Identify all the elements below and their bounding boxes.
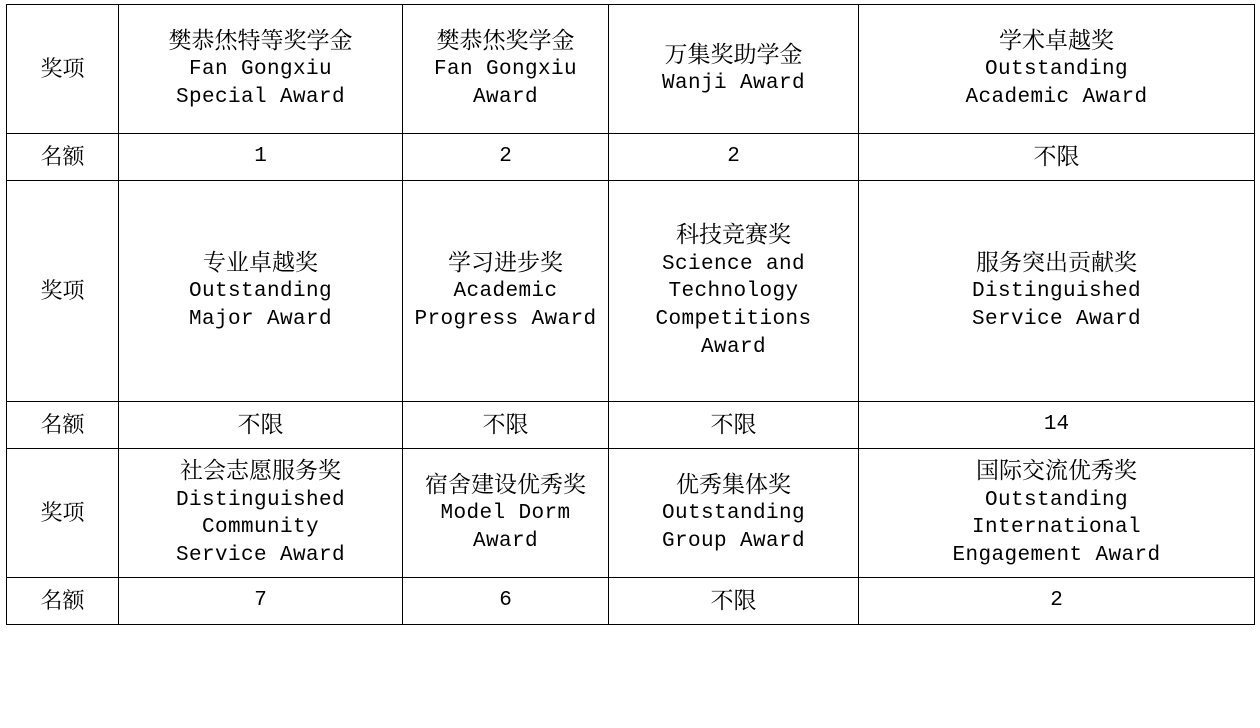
award-cell: [403, 181, 609, 402]
count-cell: 不限: [609, 578, 859, 625]
row-label-count: 名额: [7, 134, 119, 181]
award-cell: [609, 5, 859, 134]
row-label-award: 奖项: [7, 5, 119, 134]
count-cell: 2: [859, 578, 1255, 625]
count-cell: 不限: [403, 402, 609, 449]
award-name-cn: 万集奖助学金: [664, 41, 803, 67]
award-table: [6, 4, 1255, 625]
award-name-en-line: Technology: [668, 280, 799, 304]
award-name-cn: 服务突出贡献奖: [976, 250, 1137, 276]
award-name-en-line: Outstanding: [984, 58, 1129, 82]
award-name-en-line: Wanji Award: [661, 72, 806, 96]
award-name-en-line: Outstanding: [984, 488, 1129, 512]
table-row: [7, 5, 1255, 134]
award-cell: [859, 181, 1255, 402]
award-name-cn: 社会志愿服务奖: [180, 458, 341, 484]
award-cell: [403, 5, 609, 134]
award-cell: [119, 5, 403, 134]
award-name-en-line: Outstanding: [188, 280, 333, 304]
award-cell: [403, 449, 609, 578]
award-name-en-line: Special Award: [175, 86, 346, 110]
award-name-en-line: Academic: [453, 280, 558, 304]
award-name-en-line: Science and: [661, 252, 806, 276]
award-name-en-line: Community: [201, 516, 320, 540]
award-name-en-line: Service Award: [971, 308, 1142, 332]
award-name-en-line: Fan Gongxiu: [188, 58, 333, 82]
count-cell: 2: [403, 134, 609, 181]
award-name-en-line: Group Award: [661, 530, 806, 554]
row-label-award: 奖项: [7, 181, 119, 402]
award-name-en-line: Model Dorm: [440, 502, 571, 526]
award-name-cn: 优秀集体奖: [676, 472, 791, 498]
count-cell: 不限: [609, 402, 859, 449]
row-label-count: 名额: [7, 578, 119, 625]
award-name-cn: 宿舍建设优秀奖: [425, 472, 586, 498]
award-name-en-line: Major Award: [188, 308, 333, 332]
count-cell: 1: [119, 134, 403, 181]
award-name-cn: 学习进步奖: [448, 250, 563, 276]
award-name-en-line: Engagement Award: [952, 544, 1161, 568]
award-cell: [119, 449, 403, 578]
count-cell: 7: [119, 578, 403, 625]
table-row: [7, 578, 1255, 625]
table-row: [7, 449, 1255, 578]
award-name-cn: 樊恭烋奖学金: [436, 28, 575, 54]
count-cell: 不限: [859, 134, 1255, 181]
award-name-en-line: Outstanding: [661, 502, 806, 526]
table-row: [7, 181, 1255, 402]
row-label-award: 奖项: [7, 449, 119, 578]
award-name-en-line: Distinguished: [971, 280, 1142, 304]
award-name-cn: 学术卓越奖: [999, 28, 1114, 54]
award-name-en-line: Award: [472, 530, 538, 554]
count-cell: 不限: [119, 402, 403, 449]
award-cell: [119, 181, 403, 402]
award-cell: [859, 5, 1255, 134]
award-name-en-line: Service Award: [175, 544, 346, 568]
table-row: [7, 134, 1255, 181]
count-cell: 14: [859, 402, 1255, 449]
award-name-cn: 樊恭烋特等奖学金: [168, 28, 353, 54]
award-cell: [609, 181, 859, 402]
award-cell: [609, 449, 859, 578]
award-name-en-line: Fan Gongxiu: [433, 58, 578, 82]
row-label-count: 名额: [7, 402, 119, 449]
award-name-en-line: Academic Award: [965, 86, 1148, 110]
award-name-en-line: Award: [472, 86, 538, 110]
award-name-en-line: Award: [700, 335, 766, 359]
award-cell: [859, 449, 1255, 578]
award-name-cn: 专业卓越奖: [203, 250, 318, 276]
award-name-cn: 国际交流优秀奖: [976, 458, 1137, 484]
table-row: [7, 402, 1255, 449]
award-name-en-line: Competitions: [655, 308, 812, 332]
award-name-en-line: Distinguished: [175, 488, 346, 512]
count-cell: 2: [609, 134, 859, 181]
award-name-en-line: International: [971, 516, 1142, 540]
count-cell: 6: [403, 578, 609, 625]
award-name-en-line: Progress Award: [414, 308, 597, 332]
award-name-cn: 科技竞赛奖: [676, 222, 791, 248]
